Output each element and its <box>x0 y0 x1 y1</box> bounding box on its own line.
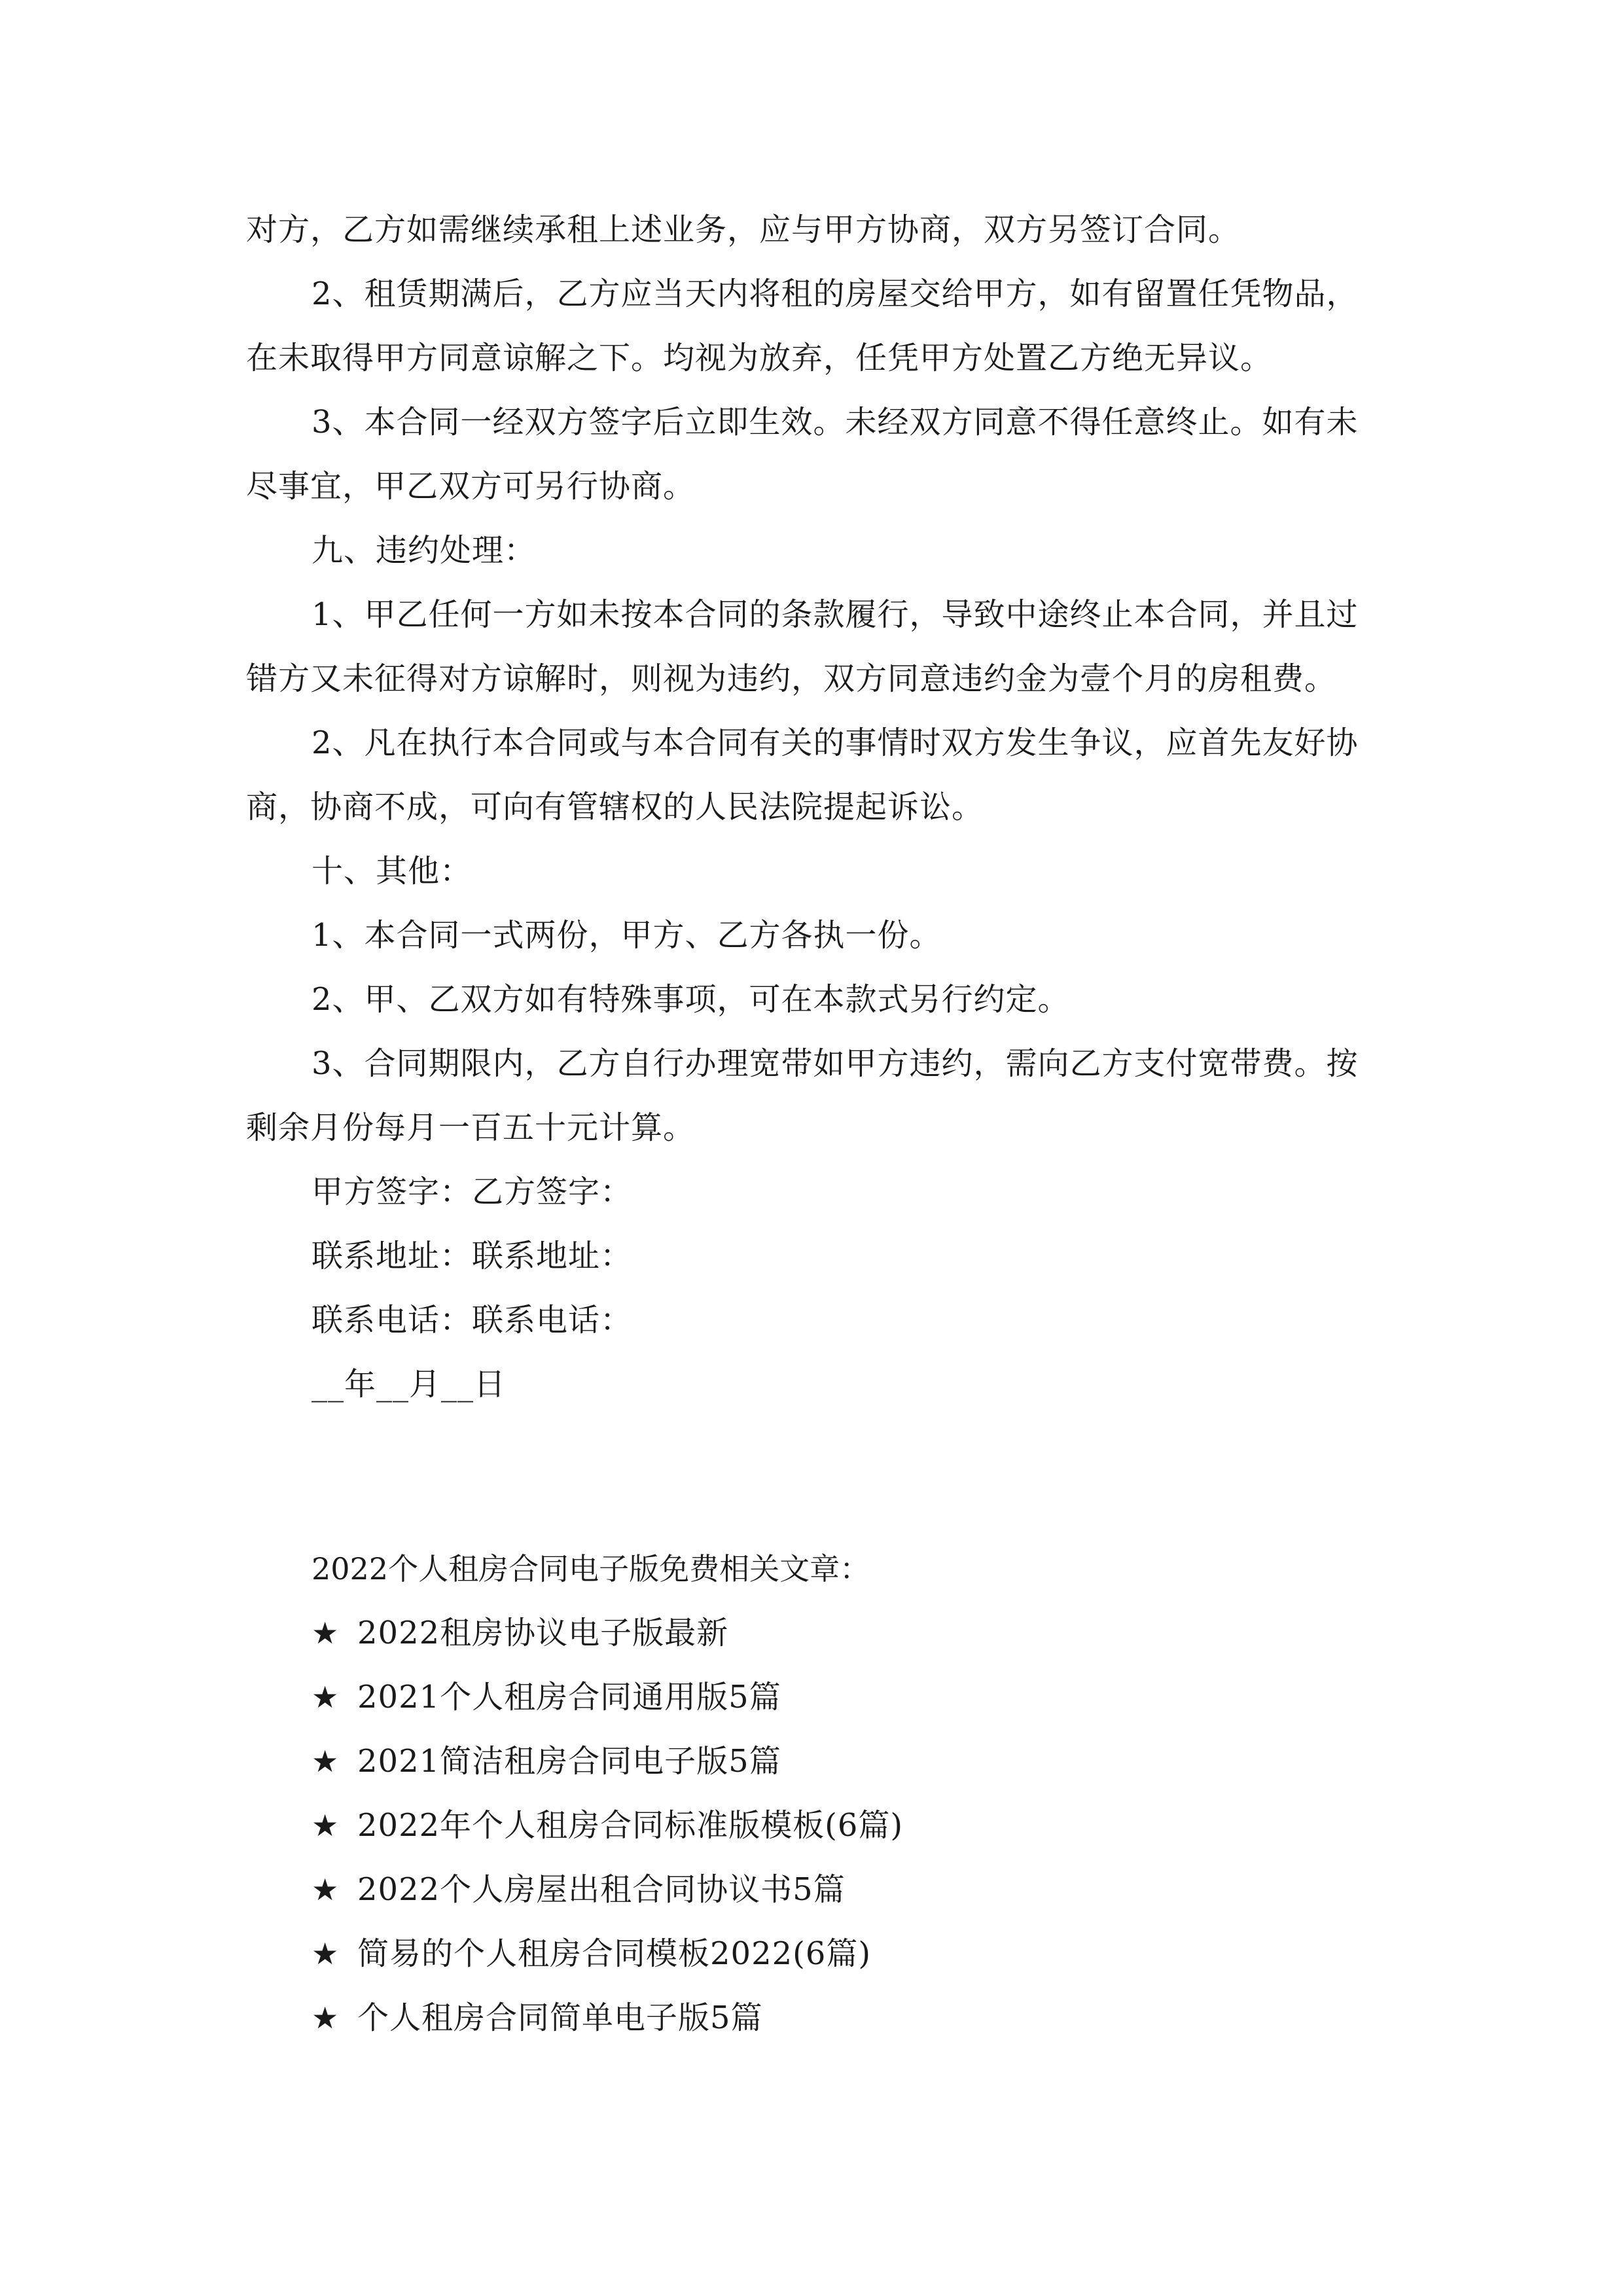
clause-9-item-1: 1、甲乙任何一方如未按本合同的条款履行，导致中途终止本合同，并且过错方又未征得对方谅解时，则视为违约，双方同意违约金为壹个月的房租费。 <box>246 596 1359 697</box>
contact-phone-line: 联系电话：联系电话： <box>312 1302 633 1338</box>
clause-10-item-1: 1、本合同一式两份，甲方、乙方各执一份。 <box>312 917 942 954</box>
star-icon: ★ <box>312 1872 340 1907</box>
contract-paragraph-continuation: 对方，乙方如需继续承租上述业务，应与甲方协商，双方另签订合同。 <box>246 211 1241 248</box>
signature-line: 甲方签字：乙方签字： <box>312 1174 633 1210</box>
clause-8-item-3: 3、本合同一经双方签字后立即生效。未经双方同意不得任意终止。如有未尽事宜，甲乙双方可另行协商。 <box>246 404 1359 505</box>
section-9-heading: 九、违约处理： <box>312 532 537 569</box>
related-article-link[interactable] <box>312 1922 871 1986</box>
star-icon: ★ <box>312 1936 340 1971</box>
related-article-title[interactable]: 2022个人房屋出租合同协议书5篇 <box>357 1871 846 1908</box>
related-article-title[interactable]: 个人租房合同简单电子版5篇 <box>357 2000 763 2036</box>
related-article-link[interactable] <box>312 1601 728 1665</box>
star-icon: ★ <box>312 1744 340 1779</box>
date-line: __年__月__日 <box>312 1366 507 1403</box>
star-icon: ★ <box>312 1615 340 1651</box>
related-articles-heading: 2022个人租房合同电子版免费相关文章： <box>312 1551 870 1587</box>
star-icon: ★ <box>312 1679 340 1715</box>
related-article-title[interactable]: 2021简洁租房合同电子版5篇 <box>357 1743 781 1780</box>
related-article-link[interactable] <box>312 1857 846 1922</box>
related-article-title[interactable]: 2022租房协议电子版最新 <box>357 1615 729 1651</box>
related-article-link[interactable] <box>312 1729 781 1793</box>
star-icon: ★ <box>312 1808 340 1843</box>
clause-10-item-2: 2、甲、乙双方如有特殊事项，可在本款式另行约定。 <box>312 981 1070 1018</box>
related-article-link[interactable] <box>312 1986 763 2050</box>
related-article-link[interactable] <box>312 1793 903 1857</box>
clause-8-item-2: 2、租赁期满后，乙方应当天内将租的房屋交给甲方，如有留置任凭物品，在未取得甲方同意谅解之下。均视为放弃，任凭甲方处置乙方绝无异议。 <box>246 276 1359 376</box>
star-icon: ★ <box>312 2000 340 2036</box>
clause-9-item-2: 2、凡在执行本合同或与本合同有关的事情时双方发生争议，应首先友好协商，协商不成，可向有管辖权的人民法院提起诉讼。 <box>246 725 1359 825</box>
related-article-title[interactable]: 2022年个人租房合同标准版模板(6篇) <box>357 1807 904 1844</box>
contact-address-line: 联系地址：联系地址： <box>312 1238 633 1274</box>
related-article-title[interactable]: 2021个人租房合同通用版5篇 <box>357 1679 781 1715</box>
related-article-link[interactable] <box>312 1665 781 1729</box>
related-article-title[interactable]: 简易的个人租房合同模板2022(6篇) <box>357 1935 872 1972</box>
clause-10-item-3: 3、合同期限内，乙方自行办理宽带如甲方违约，需向乙方支付宽带费。按剩余月份每月一百五十元计算。 <box>246 1045 1359 1146</box>
section-10-heading: 十、其他： <box>312 853 473 889</box>
